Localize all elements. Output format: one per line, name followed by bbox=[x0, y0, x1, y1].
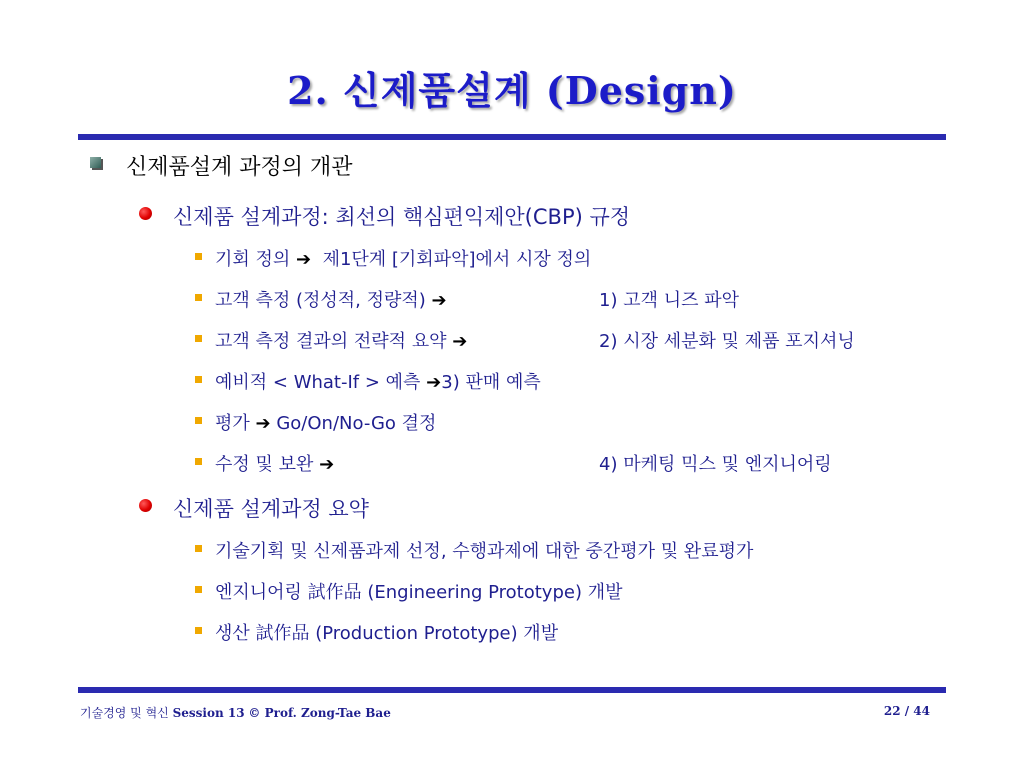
slide-title: 2. 신제품설계 (Design) bbox=[287, 68, 737, 113]
item-text: 기회 정의 bbox=[215, 249, 291, 270]
square-bullet-icon bbox=[195, 294, 202, 301]
item-result: 4) 마케팅 믹스 및 엔지니어링 bbox=[599, 454, 832, 475]
square-bullet-icon bbox=[195, 627, 202, 634]
item-text: 엔지니어링 試作品 (Engineering Prototype) 개발 bbox=[215, 582, 623, 603]
item-result: 제1단계 [기회파악]에서 시장 정의 bbox=[322, 249, 592, 270]
red-dot-bullet-icon bbox=[139, 499, 152, 512]
group1-heading-text: 신제품 설계과정: 최선의 핵심편익제안(CBP) 규정 bbox=[173, 205, 631, 229]
item-text: 고객 측정 (정성적, 정량적) bbox=[215, 290, 426, 311]
item-text: 기술기획 및 신제품과제 선정, 수행과제에 대한 중간평가 및 완료평가 bbox=[215, 541, 754, 562]
footer-course: 기술경영 및 혁신 bbox=[80, 706, 169, 720]
square-bullet-icon bbox=[195, 376, 202, 383]
item-result: 1) 고객 니즈 파악 bbox=[599, 290, 739, 311]
item-text: 예비적 < What-If > 예측 bbox=[215, 372, 421, 393]
square-bullet-icon bbox=[195, 545, 202, 552]
item-text: 고객 측정 결과의 전략적 요약 bbox=[215, 331, 447, 352]
footer-session: Session 13 bbox=[172, 706, 245, 720]
red-dot-bullet-icon bbox=[139, 207, 152, 220]
right-arrow-icon: ➔ bbox=[452, 331, 468, 352]
title-divider bbox=[78, 134, 946, 140]
item-text: 평가 bbox=[215, 413, 250, 434]
item-result: Go/On/No-Go 결정 bbox=[276, 413, 437, 434]
square-bullet-icon bbox=[195, 253, 202, 260]
section-heading-text: 신제품설계 과정의 개관 bbox=[126, 155, 353, 180]
group2-heading-text: 신제품 설계과정 요약 bbox=[173, 497, 369, 521]
right-arrow-icon: ➔ bbox=[426, 372, 442, 393]
right-arrow-icon: ➔ bbox=[255, 413, 271, 434]
item-result: 3) 판매 예측 bbox=[441, 372, 541, 393]
square-bullet-icon bbox=[195, 335, 202, 342]
square-bullet-icon bbox=[195, 458, 202, 465]
right-arrow-icon: ➔ bbox=[296, 249, 312, 270]
page-number: 22 / 44 bbox=[883, 704, 930, 718]
square-bullet-icon bbox=[195, 417, 202, 424]
right-arrow-icon: ➔ bbox=[431, 290, 447, 311]
square-bullet-icon bbox=[195, 586, 202, 593]
item-text: 수정 및 보완 bbox=[215, 454, 314, 475]
footer-info bbox=[80, 704, 391, 721]
right-arrow-icon: ➔ bbox=[319, 454, 335, 475]
square-bullet-icon bbox=[90, 157, 101, 168]
item-text: 생산 試作品 (Production Prototype) 개발 bbox=[215, 623, 559, 644]
footer-author: © Prof. Zong-Tae Bae bbox=[248, 706, 391, 720]
item-result: 2) 시장 세분화 및 제품 포지셔닝 bbox=[599, 331, 855, 352]
footer-divider bbox=[78, 687, 946, 693]
